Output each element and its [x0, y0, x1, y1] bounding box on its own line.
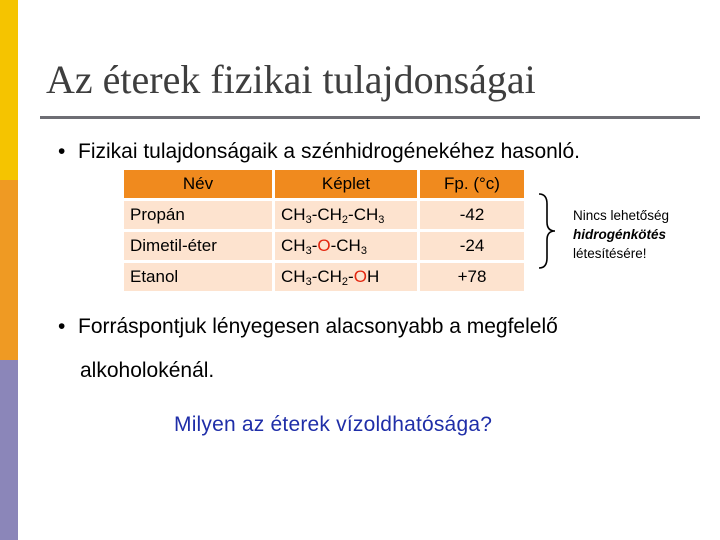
hydrogen-bond-note	[573, 206, 669, 263]
cell-bp: +78	[420, 263, 524, 291]
table-row	[124, 263, 524, 291]
slide-title: Az éterek fizikai tulajdonságai	[46, 57, 536, 102]
bullet-2-text: Forráspontjuk lényegesen alacsonyabb a megfelelő	[78, 315, 558, 338]
header-formula: Képlet	[275, 170, 417, 198]
bar-segment-yellow	[0, 0, 18, 180]
note-line-2: hidrogénkötés	[573, 227, 667, 242]
cell-name: Propán	[124, 201, 272, 229]
table-row	[124, 232, 524, 260]
bullet-1-text: Fizikai tulajdonságaik a szénhidrogénekéhez hasonló.	[78, 140, 580, 163]
boiling-point-table	[121, 167, 527, 294]
title-underline	[40, 116, 700, 119]
left-color-bar	[0, 0, 18, 540]
curly-brace-icon	[537, 192, 557, 270]
table-header-row	[124, 170, 524, 198]
header-bp: Fp. (°c)	[420, 170, 524, 198]
bullet-1	[58, 140, 580, 164]
cell-name: Dimetil-éter	[124, 232, 272, 260]
bullet-dot: •	[58, 315, 66, 338]
note-line-1: Nincs lehetőség	[573, 208, 670, 223]
bar-segment-purple	[0, 360, 18, 540]
note-line-3: létesítésére!	[573, 246, 647, 261]
bar-segment-orange	[0, 180, 18, 360]
header-name: Név	[124, 170, 272, 198]
cell-formula: $CH_3-O-CH_3$	[275, 232, 417, 260]
cell-bp: -42	[420, 201, 524, 229]
bullet-2-continuation: alkoholokénál.	[80, 359, 215, 382]
bullet-dot: •	[58, 140, 66, 163]
table-row	[124, 201, 524, 229]
cell-formula: $CH_3-CH_2-CH_3$	[275, 201, 417, 229]
cell-name: Etanol	[124, 263, 272, 291]
bullet-2	[58, 315, 558, 339]
cell-bp: -24	[420, 232, 524, 260]
question-text: Milyen az éterek vízoldhatósága?	[174, 413, 493, 436]
cell-formula: $CH_3-CH_2-OH$	[275, 263, 417, 291]
